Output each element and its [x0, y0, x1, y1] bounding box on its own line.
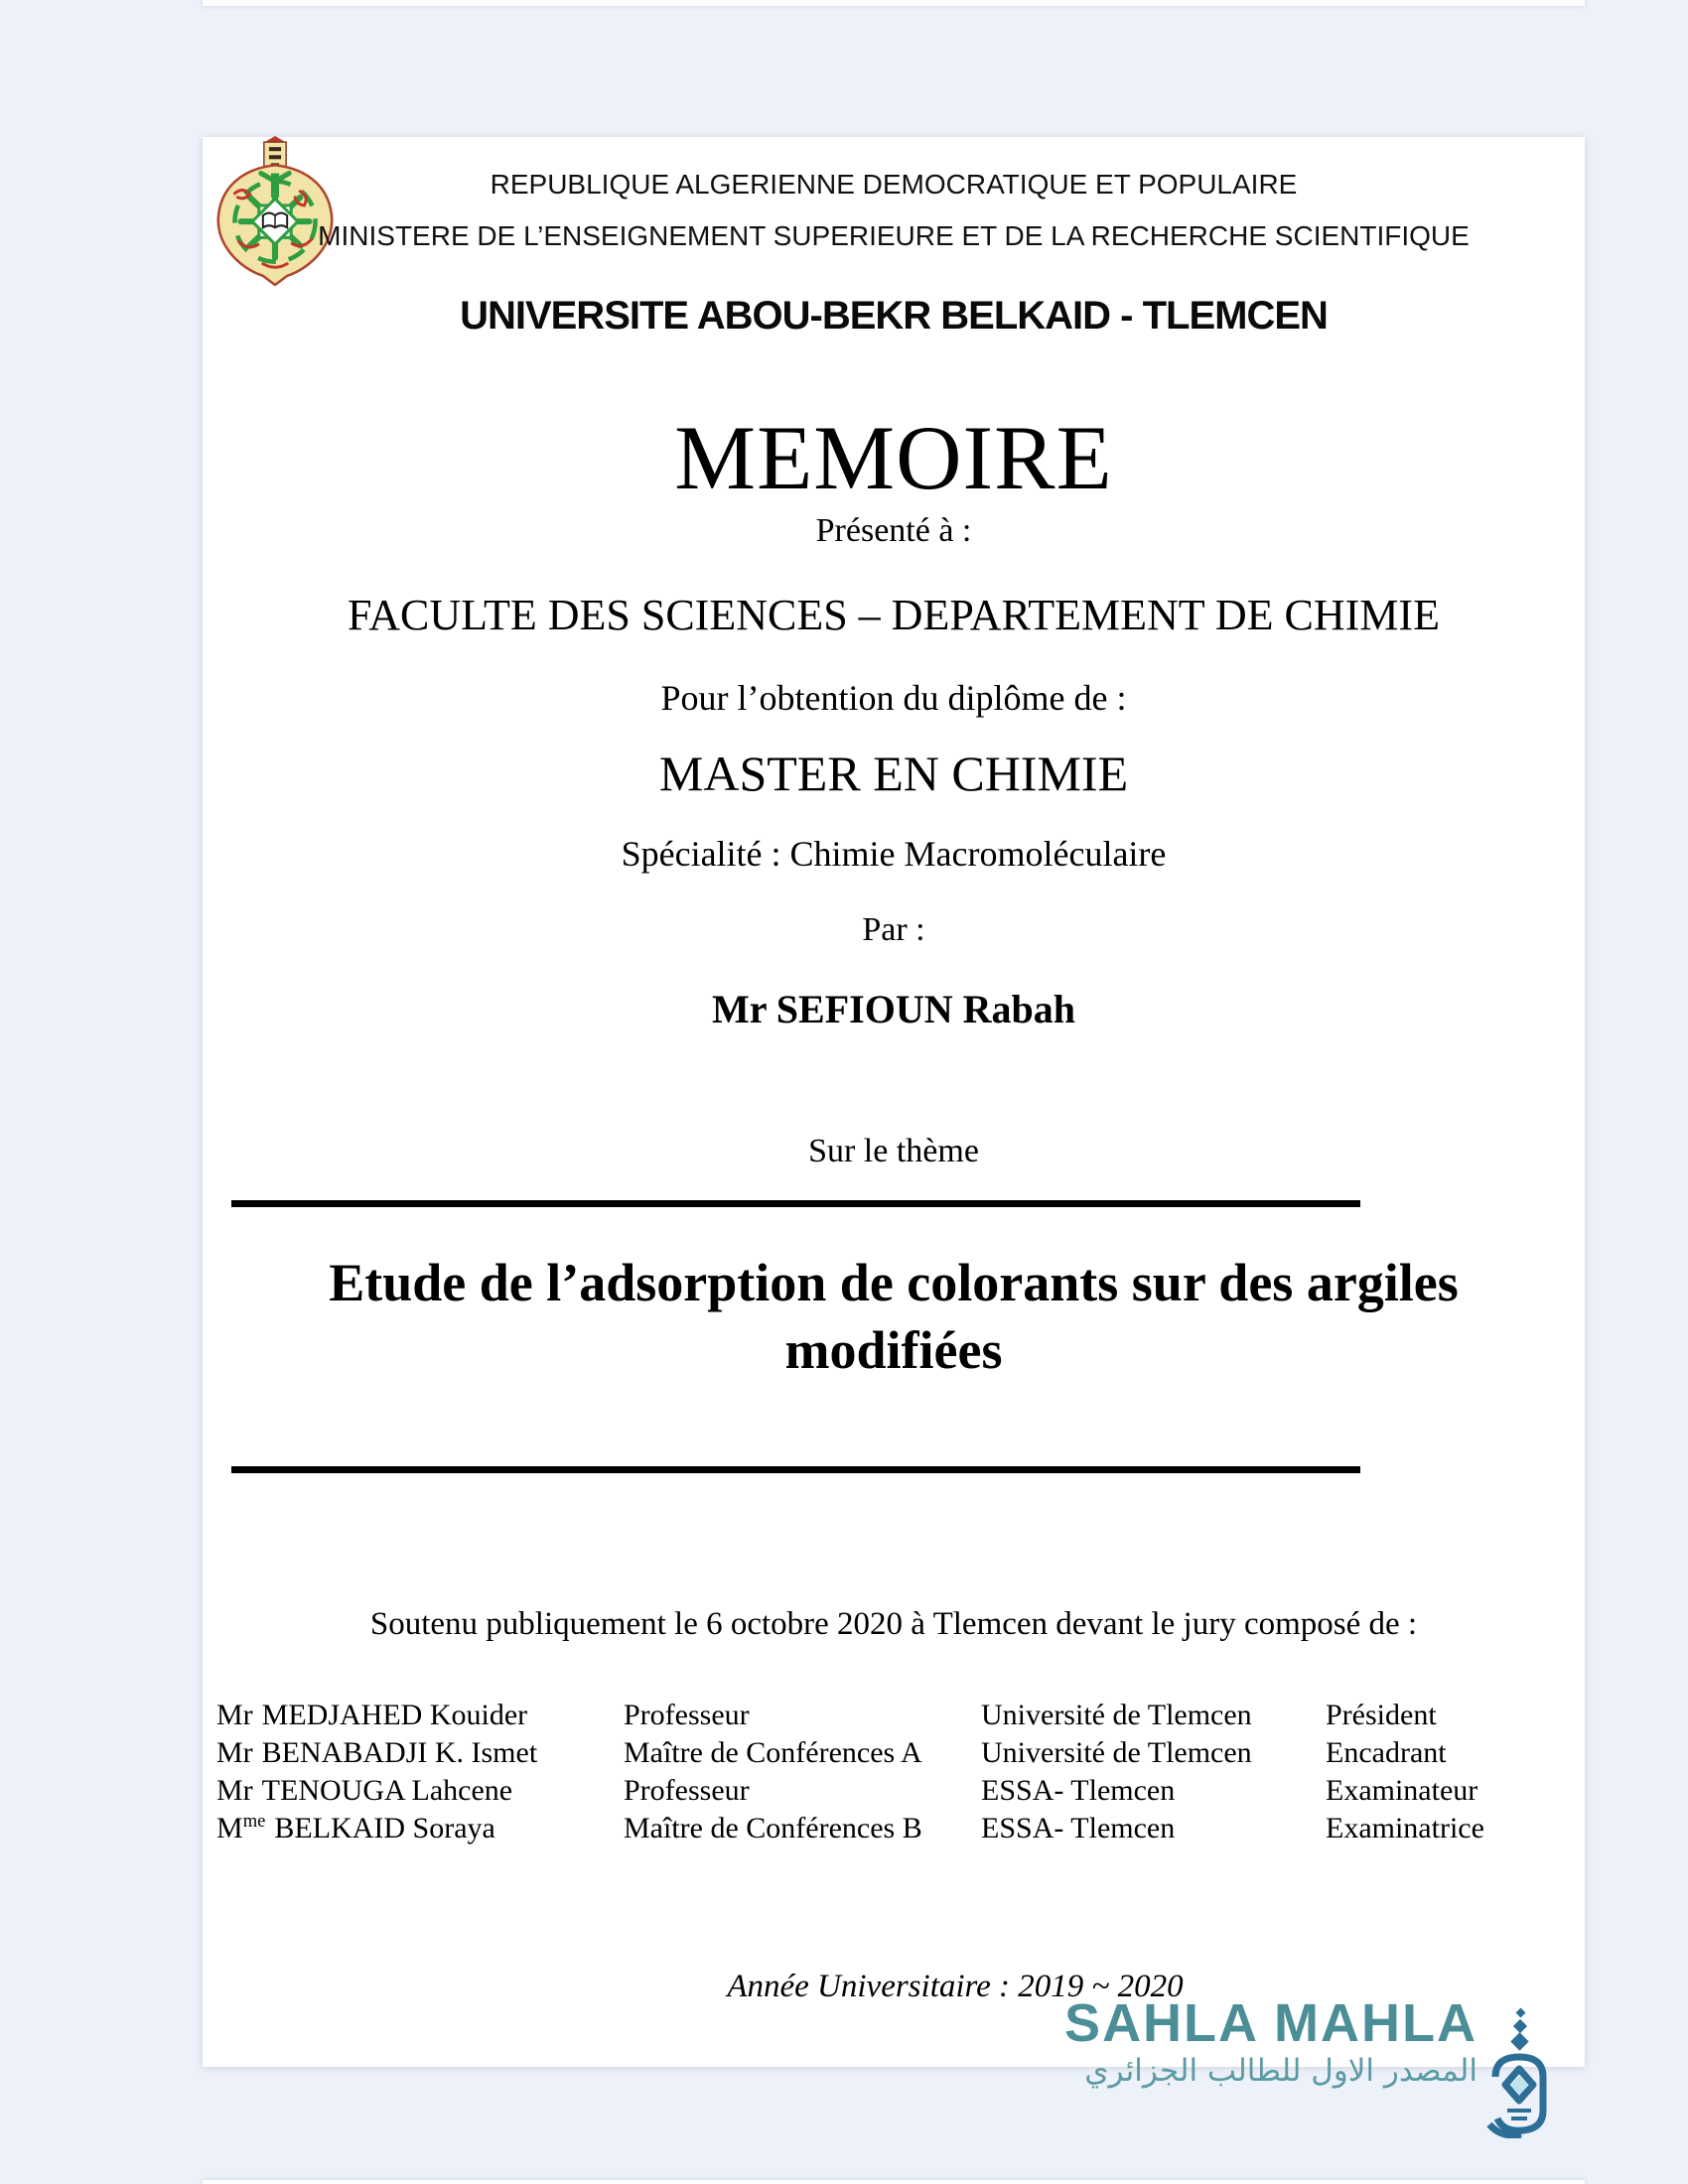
jury-member-grade: Professeur [624, 1774, 750, 1807]
jury-member-name [216, 1772, 512, 1810]
ministry-header-line: MINISTERE DE L’ENSEIGNEMENT SUPERIEURE ET DE LA RECHERCHE SCIENTIFIQUE [318, 220, 1470, 251]
jury-member-grade: Maître de Conférences B [624, 1812, 922, 1844]
university-name: UNIVERSITE ABOU-BEKR BELKAID - TLEMCEN [460, 294, 1328, 338]
diploma-purpose-line: Pour l’obtention du diplôme de : [660, 678, 1127, 718]
jury-member-affiliation: Université de Tlemcen [981, 1699, 1252, 1731]
jury-member-grade: Maître de Conférences A [624, 1736, 922, 1769]
title-bottom-rule [231, 1466, 1360, 1473]
jury-member-surname: MEDJAHED Kouider [261, 1699, 528, 1731]
jury-member-role: Président [1326, 1699, 1437, 1731]
jury-member-title: M [216, 1812, 243, 1844]
previous-page-edge [203, 0, 1585, 6]
sahla-mahla-branding [1064, 1993, 1559, 2144]
degree-name: MASTER EN CHIMIE [658, 746, 1129, 801]
thesis-title-line-2: modifiées [784, 1320, 1003, 1380]
presented-at-label: Présenté à : [815, 512, 972, 549]
faculty-department-line: FACULTE DES SCIENCES – DEPARTEMENT DE CHIMIE [348, 591, 1440, 639]
jury-member-name [216, 1697, 527, 1734]
by-label: Par : [862, 911, 925, 948]
jury-member-role: Encadrant [1326, 1736, 1447, 1769]
sahla-mahla-calligraphy-mark-icon [1481, 2007, 1559, 2138]
specialty-line: Spécialité : Chimie Macromoléculaire [621, 834, 1167, 874]
defense-statement: Soutenu publiquement le 6 octobre 2020 à Tlemcen devant le jury composé de : [369, 1606, 1418, 1642]
thesis-title-line-1: Etude de l’adsorption de colorants sur des argiles [329, 1253, 1459, 1312]
jury-member-affiliation: ESSA- Tlemcen [981, 1812, 1176, 1844]
university-tlemcen-emblem-logo [205, 135, 346, 286]
jury-member-title-sup: me [242, 1811, 266, 1832]
jury-member-surname: BENABADJI K. Ismet [261, 1736, 538, 1769]
jury-member-affiliation: ESSA- Tlemcen [981, 1774, 1176, 1807]
jury-member-title: Mr [216, 1736, 253, 1769]
jury-member-affiliation: Université de Tlemcen [981, 1736, 1252, 1769]
jury-member-name [216, 1734, 537, 1772]
jury-table [216, 1697, 1575, 1847]
memoire-title: MEMOIRE [674, 407, 1113, 508]
jury-member-surname: TENOUGA Lahcene [261, 1774, 513, 1807]
next-page-edge [203, 2180, 1585, 2184]
sahla-mahla-text-block [1064, 1995, 1477, 2091]
sahla-mahla-wordmark: SAHLA MAHLA [1064, 1993, 1477, 2053]
title-top-rule [231, 1200, 1360, 1207]
jury-member-title: Mr [216, 1699, 253, 1731]
jury-member-title: Mr [216, 1774, 253, 1807]
thesis-cover-page [203, 137, 1585, 2067]
republic-header-line: REPUBLIQUE ALGERIENNE DEMOCRATIQUE ET POPULAIRE [490, 169, 1298, 200]
jury-member-surname: BELKAID Soraya [274, 1812, 495, 1844]
jury-row-2 [216, 1734, 1575, 1772]
jury-row-4 [216, 1810, 1575, 1847]
jury-member-name [216, 1810, 495, 1847]
sahla-mahla-arabic-tagline: المصدر الاول للطالب الجزائري [1084, 2053, 1477, 2089]
jury-member-role: Examinatrice [1326, 1812, 1484, 1844]
jury-member-grade: Professeur [624, 1699, 750, 1731]
thesis-title [203, 1249, 1585, 1384]
jury-row-3 [216, 1772, 1575, 1810]
jury-member-role: Examinateur [1326, 1774, 1478, 1807]
author-name: Mr SEFIOUN Rabah [712, 987, 1075, 1031]
academic-year: Année Universitaire : 2019 ~ 2020 [727, 1969, 1184, 2004]
jury-row-1 [216, 1697, 1575, 1734]
theme-label: Sur le thème [808, 1133, 979, 1169]
